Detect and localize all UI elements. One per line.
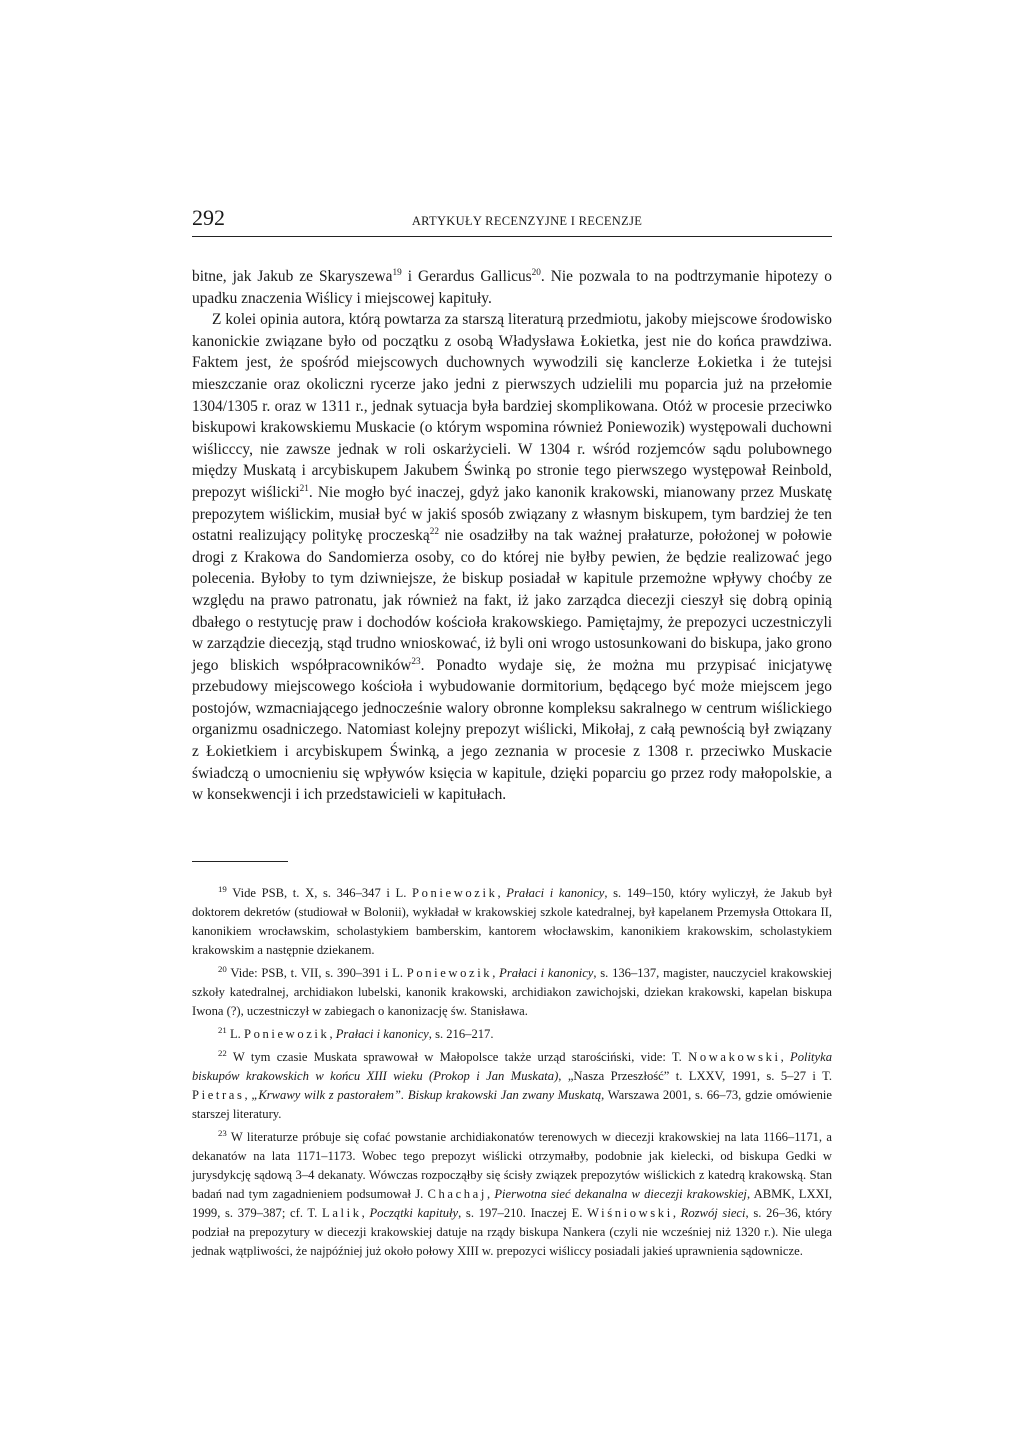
author-name: Pietras (192, 1087, 245, 1102)
work-title: Rozwój sieci (680, 1205, 746, 1220)
author-name: Poniewozik (412, 885, 498, 900)
paragraph-1: bitne, jak Jakub ze Skaryszewa$^{19}$ i Gerardus Gallicus$^{20}$. Nie pozwala to na podtrzymanie hipotezy o upadku znaczenia Wiślicy i miejscowej kapituły. (192, 266, 832, 307)
page (192, 205, 832, 1265)
footnote-ref-19[interactable]: 19 (392, 266, 402, 277)
author-name: Poniewozik (406, 965, 493, 980)
running-title: ARTYKUŁY RECENZYJNE I RECENZJE (411, 214, 643, 228)
footnote-ref-23[interactable]: 23 (411, 655, 421, 666)
author-name: Chachaj (427, 1186, 487, 1201)
footnote-ref-20[interactable]: 20 (531, 266, 541, 277)
footnote-20: $^{20}$ Vide: PSB, t. VII, s. 390–391 i L. Poniewozik, Prałaci i kanonicy, s. 136–137, magister, nauczyciel krakowskiej szkoły katedralnej, archidiakon lubelski, kanonik krakowski, archidiakon zawichojski, dziekan krakowski, kapelan biskupa Iwona (?), uczestniczył w zabiegach o kanonizację św. Stanisława. (192, 963, 832, 1018)
author-name: Nowakowski (688, 1049, 781, 1064)
author-name: Lalik (322, 1205, 362, 1220)
author-name: Poniewozik (243, 1026, 330, 1041)
work-title: „Krwawy wilk z pastorałem”. Biskup krakowski Jan zwany Muskatą (251, 1087, 602, 1102)
footnotes (192, 884, 832, 1261)
footnote-ref-22[interactable]: 22 (429, 526, 439, 536)
footnote-23: $^{23}$ W literaturze próbuje się cofać powstanie archidiakonatów terenowych w diecezji krakowskiej na lata 1166–1171, a dekanatów na lata 1171–1173. Wobec tego prepozyt wiślicki otrzymałby, podobnie jak kielecki, od biskupa Gedki w jurysdykcję sądową 3–4 dekanaty. Wówczas rozpocząłby się ścisły związek prepozytów wiślickich z katedrą krakowską. Stan badań nad tym zagadnieniem podsumował J. Chachaj, Pierwotna sieć dekanalna w diecezji krakowskiej, ABMK, LXXI, 1999, s. 379–387; cf. T. Lalik, Początki kapituły, s. 197–210. Inaczej E. Wiśniowski, Rozwój sieci, s. 26–36, który podział na prepozytury w diecezji krakowskiej datuje na rządy biskupa Nankera (czyli nie wcześniej niż 1320 r.). Nie ulega jednak wątpliwości, że najpóźniej już około połowy XIII w. prepozyci wiśliccy posiadali jakieś uprawnienia sądownicze. (192, 1127, 832, 1258)
work-title: Pierwotna sieć dekanalna w diecezji krakowskiej (494, 1186, 747, 1201)
main-text (192, 266, 832, 806)
work-title: Początki kapituły (369, 1205, 459, 1220)
work-title: Prałaci i kanonicy (335, 1026, 429, 1041)
footnote-19: $^{19}$ Vide PSB, t. X, s. 346–347 i L. Poniewozik, Prałaci i kanonicy, s. 149–150, który wyliczył, że Jakub był doktorem dekretów (studiował w Bolonii), wykładał w krakowskiej szkole katedralnej, był kapelanem Przemysła Ottokara II, kanonikiem wrocławskim, scholastykiem bamberskim, kantorem włocławskim, kanonikiem krakowskim, scholastykiem krakowskim a następnie dziekanem. (192, 883, 833, 957)
work-title: Polityka biskupów krakowskich w końcu XIII wieku (Prokop i Jan Muskata) (192, 1049, 832, 1083)
work-title: Prałaci i kanonicy (499, 965, 594, 980)
footnote-22: $^{22}$ W tym czasie Muskata sprawował w Małopolsce także urząd starościński, vide: T. Nowakowski, Polityka biskupów krakowskich w końcu XIII wieku (Prokop i Jan Muskata), „Nasza Przeszłość” t. LXXV, 1991, s. 5–27 i T. Pietras, „Krwawy wilk z pastorałem”. Biskup krakowski Jan zwany Muskatą, Warszawa 2001, s. 66–73, gdzie omówienie starszej literatury. (192, 1047, 833, 1121)
footnote-ref-21[interactable]: 21 (299, 482, 309, 493)
author-name: Wiśniowski (587, 1205, 673, 1220)
footnote-21: $^{21}$ L. Poniewozik, Prałaci i kanonicy, s. 216–217. (218, 1024, 494, 1041)
page-number: 292 (192, 205, 225, 230)
running-header (192, 205, 832, 237)
work-title: Prałaci i kanonicy (506, 885, 605, 900)
footnote-separator (192, 861, 288, 862)
paragraph-2: Z kolei opinia autora, którą powtarza za starszą literaturą przedmiotu, jakoby miejscowe środowisko kanonickie związane było od początku z osobą Władysława Łokietka, jest nie do końca prawdziwa. Faktem jest, że spośród miejscowych duchownych wywodzili się kanclerze Łokietka i że tutejsi mieszczanie oraz okoliczni rycerze jako jedni z pierwszych udzielili mu poparcia już na przełomie 1304/1305 r. oraz w 1311 r., jednak sytuacja była bardziej skomplikowana. Otóż w procesie przeciwko biskupowi krakowskiemu Muskacie (o którym wspomina również Poniewozik) występowali duchowni wiślicccy, nie zawsze jednak w roli oskarżycieli. W 1304 r. wśród rozjemców sądu polubownego między Muskatą i arcybiskupem Jakubem Świnką po stronie tego pierwszego występował Reinbold, prepozyt wiślicki$^{21}$. Nie mogło być inaczej, gdyż jako kanonik krakowski, mianowany przez Muskatę prepozytem wiślickim, musiał być w jakiś sposób związany z własnym biskupem, tym bardziej że ten ostatni realizujący politykę proczeską$^{22}$ nie osadziłby na tak ważnej prałaturze, położonej w połowie drogi z Krakowa do Sandomierza osoby, co do której nie byłby pewien, że będzie realizować jego polecenia. Byłoby to tym dziwniejsze, że biskup posiadał w kapitule przemożne wpływy choćby ze względu na prawo patronatu, jak również na fakt, iż jako zarządca diecezji cieszył się dobrą opinią dbałego o restytucję praw i dochodów kościoła krakowskiego. Pamiętajmy, że prepozyci uczestniczyli w zarządzie diecezją, stąd trudno wnioskować, iż byli oni wrogo ustosunkowani do biskupa, jako grono jego bliskich współpracowników$^{23}$. Ponadto wydaje się, że można mu przypisać inicjatywę przebudowy miejscowego kościoła i wybudowanie dormitorium, będącego być może miejscem jego postojów, wzmacniającego jednocześnie walory obronne kompleksu sakralnego w centrum wiślickiego organizmu osadniczego. Natomiast kolejny prepozyt wiślicki, Mikołaj, z całą pewnością był związany z Łokietkiem i arcybiskupem Świnką, a jego zeznania w procesie z 1308 r. przeciwko Muskacie świadczą o umocnieniu się wpływów księcia w kapitule, dzięki poparciu go przez rody małopolskie, a w konsekwencji i ich przedstawicieli w kapitułach. (192, 311, 833, 804)
